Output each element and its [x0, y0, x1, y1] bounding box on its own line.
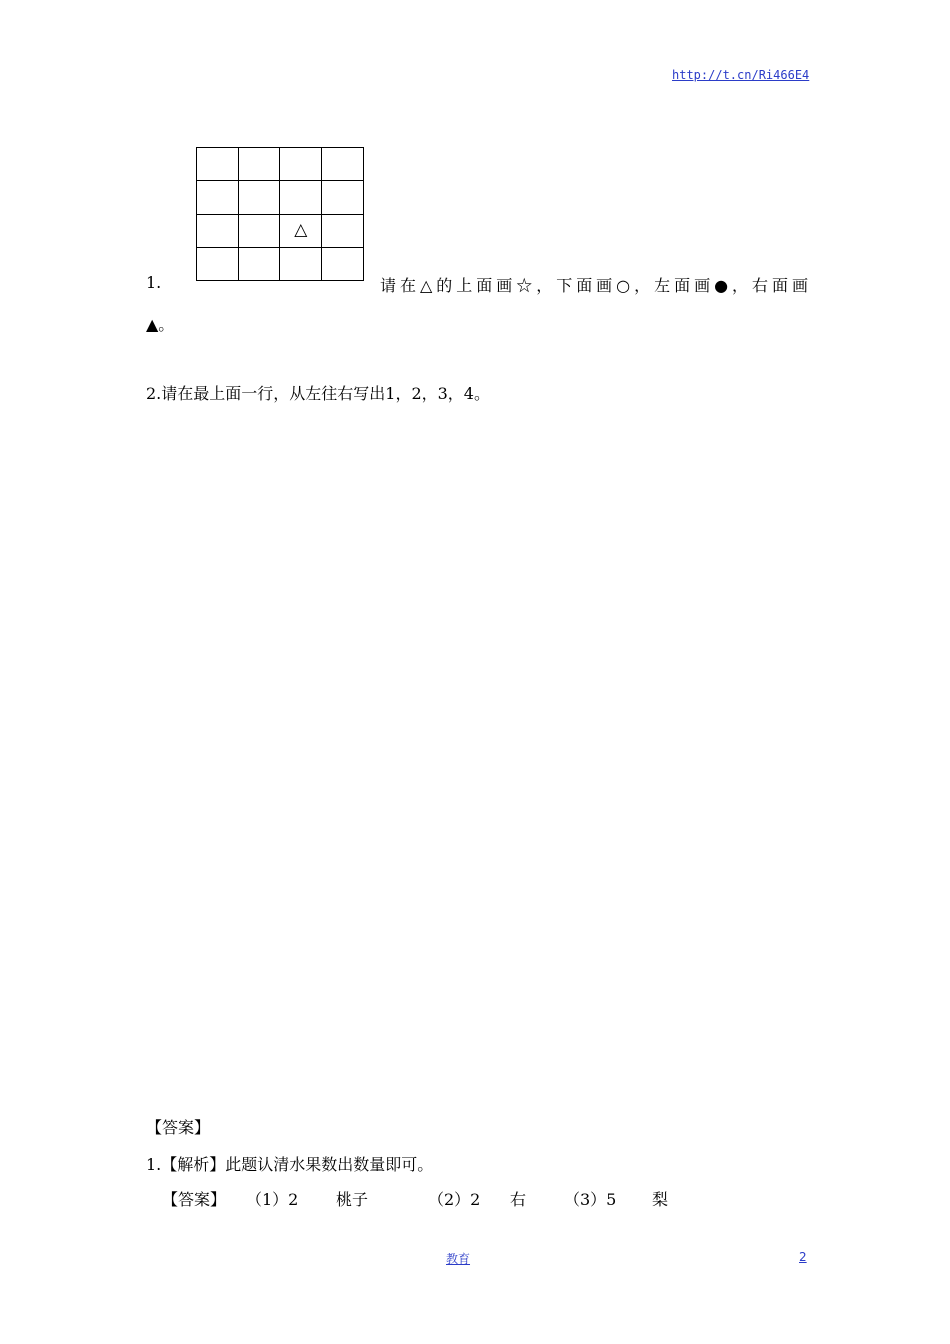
grid-row: [197, 247, 364, 280]
grid-cell: [238, 214, 280, 247]
question1-text-line2: ▲。: [146, 315, 175, 334]
grid-cell: [238, 181, 280, 214]
header-link[interactable]: http://t.cn/Ri466E4: [672, 68, 810, 82]
answer-part1-word: 桃子: [336, 1190, 369, 1209]
question1-text-line1: 请在△的上面画☆，下面画○，左面画●，右面画: [380, 276, 808, 295]
grid-cell: [238, 247, 280, 280]
grid-cell: [322, 148, 364, 181]
grid-cell: [280, 148, 322, 181]
grid-row: [197, 214, 364, 247]
grid-cell: [322, 247, 364, 280]
grid-cell: [197, 181, 239, 214]
question2-text: 2.请在最上面一行，从左往右写出1，2，3，4。: [146, 384, 490, 403]
answer-part2-number: （2）2: [428, 1190, 481, 1209]
footer-center-link[interactable]: 教育: [446, 1252, 471, 1266]
question1-number: 1.: [146, 273, 162, 292]
grid-cell: [238, 148, 280, 181]
triangle-marker-cell: [280, 214, 322, 247]
answer-part1-number: （1）2: [246, 1190, 299, 1209]
grid-cell: [197, 247, 239, 280]
answer-part3-word: 梨: [652, 1190, 669, 1209]
grid-cell: [322, 181, 364, 214]
triangle-icon: △: [294, 220, 308, 241]
position-grid: [196, 147, 364, 281]
answer-label: 【答案】: [162, 1190, 227, 1209]
answer-heading: 【答案】: [146, 1118, 211, 1137]
page-number[interactable]: 2: [799, 1250, 807, 1264]
grid-row: [197, 181, 364, 214]
answer-part3-number: （3）5: [564, 1190, 617, 1209]
grid-cell: [280, 247, 322, 280]
answer-part2-word: 右: [510, 1190, 527, 1209]
grid-cell: [322, 214, 364, 247]
analysis-line: 1.【解析】此题认清水果数出数量即可。: [146, 1155, 434, 1174]
grid-cell: [280, 181, 322, 214]
grid-cell: [197, 214, 239, 247]
grid-cell: [197, 148, 239, 181]
grid-row: [197, 148, 364, 181]
